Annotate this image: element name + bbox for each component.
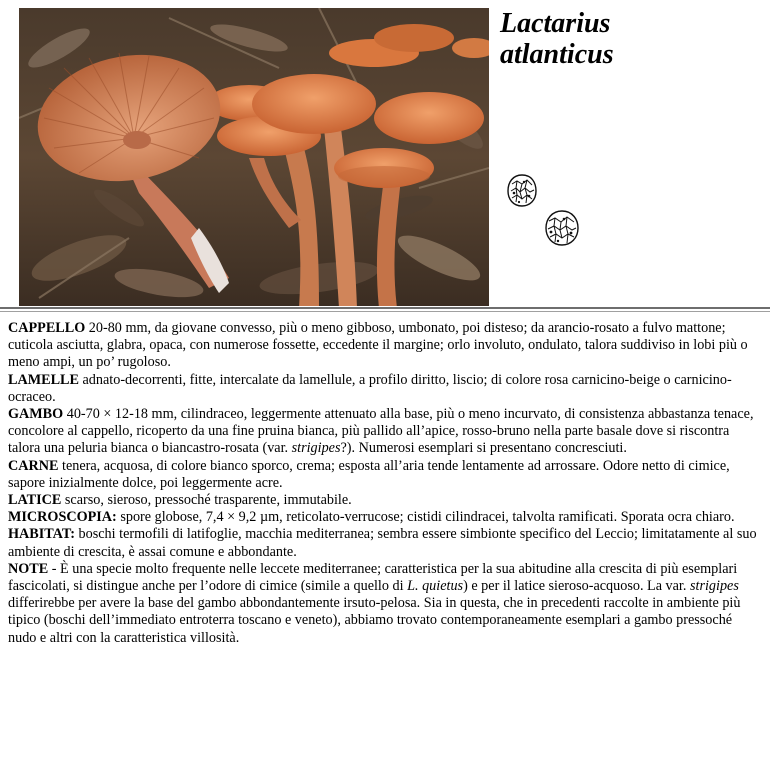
section-habitat: [8, 526, 760, 560]
section-italic-term: strigipes: [291, 440, 341, 457]
section-label: LATICE: [8, 492, 62, 509]
section-text: 20-80 mm, da giovane convesso, più o meno gibboso, umbonato, poi disteso; da arancio-rosato a fulvo mattone; cuticola asciutta, glabra, opaca, con numerose fossette, eccedente il margine; orlo involuto, ondulato, talora suddiviso in lobi più o meno ampi, un po’ rugoloso.: [8, 320, 748, 371]
section-italic-term: strigipes: [689, 578, 739, 595]
section-text: adnato-decorrenti, fitte, intercalate da lamellule, a profilo diritto, liscio; di colore rosa carnicino-beige o carnicino-ocraceo.: [8, 371, 732, 405]
section-label: MICROSCOPIA:: [8, 509, 117, 526]
separator-line: [0, 311, 770, 312]
section-cappello: [8, 320, 760, 372]
section-text: ?). Numerosi esemplari si presentano concresciuti.: [340, 440, 627, 457]
section-latice: [8, 492, 760, 509]
species-title-line-1: Lactarius: [500, 8, 611, 39]
section-label: HABITAT:: [8, 526, 75, 543]
section-text: tenera, acquosa, di colore bianco sporco, crema; esposta all’aria tende lentamente ad arrossare. Odore netto di cimice, sapore inizialmente dolce, poi leggermente acre.: [8, 457, 730, 491]
mushroom-photo-icon: [19, 8, 489, 306]
description-body: [8, 320, 760, 647]
section-note: [8, 561, 760, 647]
section-text: scarso, sieroso, pressoché trasparente, immutabile.: [61, 492, 352, 509]
section-label: CARNE: [8, 457, 59, 474]
section-microscopia: [8, 509, 760, 526]
species-title: [500, 8, 614, 70]
spore-drawing-icon: [543, 208, 581, 248]
section-label: LAMELLE: [8, 371, 79, 388]
section-text: - È una specie molto frequente nelle leccete mediterranee; caratteristica per la sua abitudine alla crescita di più esemplari fascicolati, si distingue anche per l’odore di cimice (simile a quello di: [8, 560, 738, 595]
section-text: boschi termofili di latifoglie, macchia mediterranea; sembra essere simbionte specifico del Leccio; limitatamente al suo ambiente di crescita, è assai comune e abbondante.: [8, 526, 757, 560]
section-gambo: [8, 406, 760, 458]
section-label: NOTE: [8, 560, 49, 577]
section-text: differirebbe per avere la base del gambo abbondantemente irsuto-pelosa. Sia in questa, che in precedenti raccolte in ambiente più tipico (boschi dell’immediato entroterra toscano e veneto), abbiamo trovato contemporaneamente esemplari a gambo pressoché nudo e altri con la caratteristica villosità.: [8, 595, 741, 646]
spore-drawing-icon: [505, 172, 539, 210]
separator-line: [0, 307, 770, 309]
species-title-line-2: atlanticus: [500, 39, 614, 70]
section-text: ) e per il latice sieroso-acquoso. La var.: [463, 578, 690, 595]
section-carne: [8, 458, 760, 492]
section-lamelle: [8, 372, 760, 406]
section-label: CAPPELLO: [8, 320, 86, 336]
section-italic-term: L. quietus: [407, 578, 464, 595]
section-label: GAMBO: [8, 406, 64, 423]
section-text: spore globose, 7,4 × 9,2 µm, reticolato-verrucose; cistidi cilindracei, talvolta ramificati. Sporata ocra chiaro.: [116, 509, 735, 526]
mushroom-photo: [19, 8, 489, 306]
section-text: 40-70 × 12-18 mm, cilindraceo, leggermente attenuato alla base, più o meno incurvato, di consistenza abbastanza tenace, concolore al cappello, ricoperto da una fine pruina bianca, più pallido all’apice, rosso-bruno nella parte basale dove si riscontra talora una peluria bianca o biancastro-rosata (var.: [8, 406, 754, 457]
